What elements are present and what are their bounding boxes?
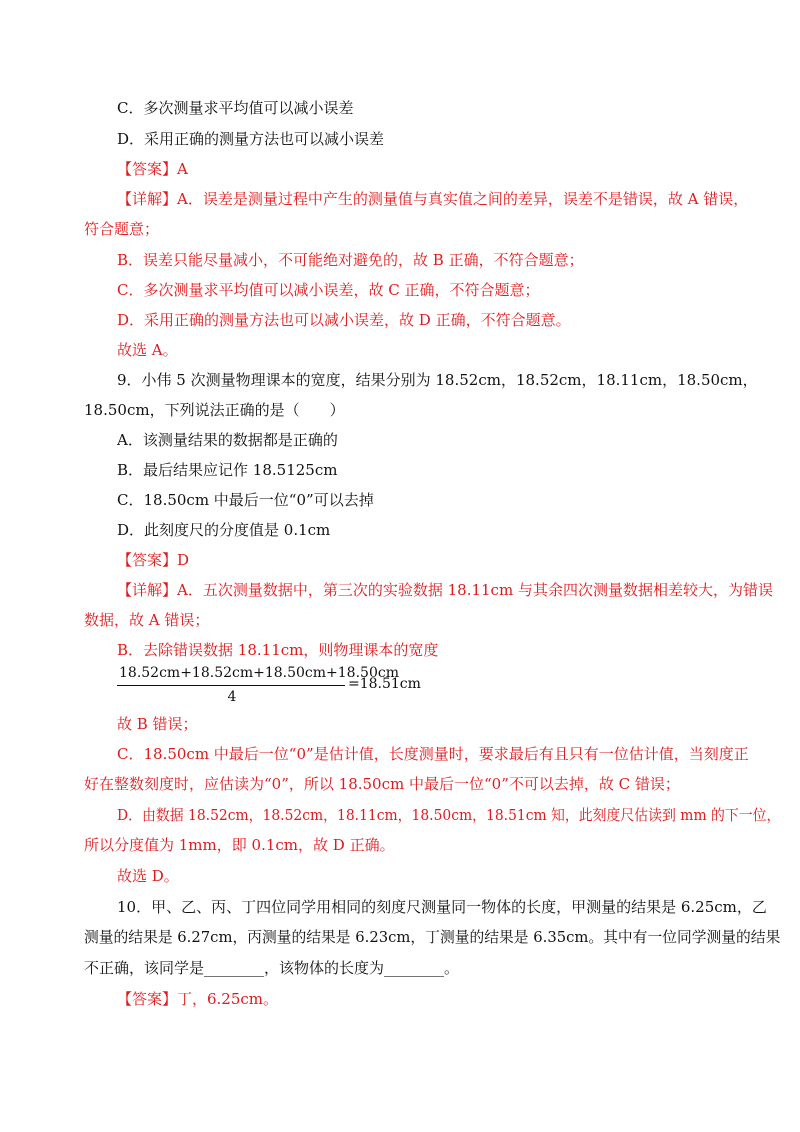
q9-conclusion: 故选 D。 [117,867,179,885]
q9-detail-d-line: D．由数据 18.52cm，18.52cm，18.11cm，18.50cm，18.51cm 知，此刻度尺估读到 mm 的下一位， [117,806,781,824]
q9-detail-d-line: 所以分度值为 1mm，即 0.1cm，故 D 正确。 [84,836,395,854]
q8-detail-line: 符合题意； [84,220,160,238]
q10-stem-line: 不正确，该同学是________，该物体的长度为________。 [84,959,460,977]
q9-detail-a-line: 数据，故 A 错误； [84,611,210,629]
q8-detail-line: C．多次测量求平均值可以减小误差，故 C 正确，不符合题意； [117,281,540,299]
q8-option-c: C．多次测量求平均值可以减小误差 [117,99,354,117]
q9-option-d: D．此刻度尺的分度值是 0.1cm [117,521,331,539]
formula-numerator: 18.52cm+18.52cm+18.50cm+18.50cm [119,665,399,681]
formula-result: =18.51cm [348,676,421,692]
q9-stem-line: 9．小伟 5 次测量物理课本的宽度，结果分别为 18.52cm，18.52cm，18.11cm，18.50cm， [117,371,758,389]
q9-option-a: A．该测量结果的数据都是正确的 [117,431,338,449]
q9-stem-line: 18.50cm，下列说法正确的是（ ） [84,401,345,419]
q10-stem-line: 测量的结果是 6.27cm，丙测量的结果是 6.23cm，丁测量的结果是 6.35cm。其中有一位同学测量的结果 [84,928,781,946]
q8-detail-line: B．误差只能尽量减小，不可能绝对避免的，故 B 正确，不符合题意； [117,251,584,269]
q8-detail-line: 【详解】A．误差是测量过程中产生的测量值与真实值之间的差异，误差不是错误，故 A 错误， [117,190,749,208]
q10-answer: 【答案】丁，6.25cm。 [117,990,279,1008]
q9-detail-b: B．去除错误数据 18.11cm，则物理课本的宽度 [117,641,439,659]
q8-option-d: D．采用正确的测量方法也可以减小误差 [117,130,385,148]
formula-denominator: 4 [227,689,237,705]
fraction-bar [117,685,345,686]
q9-b-wrong: 故 B 错误； [117,715,198,733]
q9-detail-a-line: 【详解】A．五次测量数据中，第三次的实验数据 18.11cm 与其余四次测量数据相差较大，为错误 [117,581,773,599]
q10-stem-line: 10．甲、乙、丙、丁四位同学用相同的刻度尺测量同一物体的长度，甲测量的结果是 6.25cm，乙 [117,898,767,916]
q9-option-b: B．最后结果应记作 18.5125cm [117,461,338,479]
q9-detail-c-line: C．18.50cm 中最后一位“0”是估计值，长度测量时，要求最后有且只有一位估计值，当刻度正 [117,745,749,763]
q9-answer: 【答案】D [117,551,190,569]
q8-detail-line: D．采用正确的测量方法也可以减小误差，故 D 正确，不符合题意。 [117,311,571,329]
q8-conclusion: 故选 A。 [117,341,178,359]
q9-detail-c-line: 好在整数刻度时，应估读为“0”，所以 18.50cm 中最后一位“0”不可以去掉，故 C 错误； [84,775,680,793]
q9-option-c: C．18.50cm 中最后一位“0”可以去掉 [117,491,374,509]
q8-answer: 【答案】A [117,160,188,178]
